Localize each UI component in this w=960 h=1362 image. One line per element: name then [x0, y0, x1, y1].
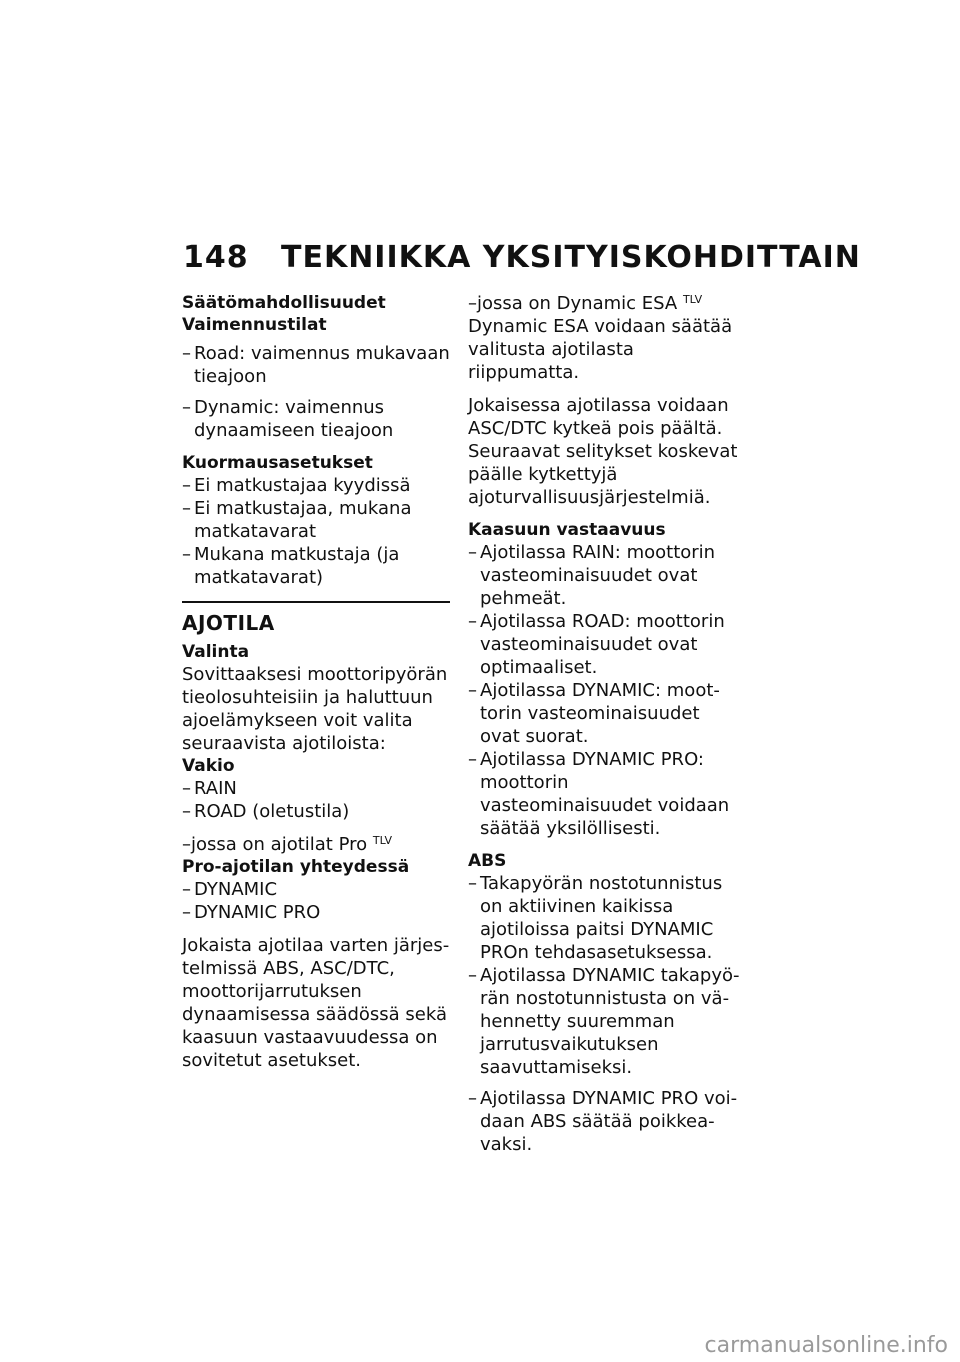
page-number: 148: [183, 240, 249, 275]
section-divider: [182, 601, 450, 603]
pro-text: Jokaista ajotilaa varten järjestelmissä ABS, ASC/DTC, moottorijarrutuksen dynaamisessa säädössä sekä kaasuun vastaavuudessa on sovitetut asetukset.: [182, 935, 450, 1071]
heading-abs: ABS: [468, 851, 507, 871]
pro-note: –jossa on ajotilat Pro $^{TLV}$: [182, 834, 393, 855]
esa-text: Dynamic ESA voidaan säätää valitusta ajotilasta riippumatta.: [468, 316, 733, 383]
heading-settings: Säätömahdollisuudet: [182, 293, 386, 313]
chapter-title: TEKNIIKKA YKSITYISKOHDITTAIN: [281, 240, 861, 275]
list-item: – Dynamic: vaimennus dynaamiseen tieajoon: [182, 397, 394, 441]
list-item: – Takapyörän nostotunnistus on aktiivinen kaikissa ajotiloissa paitsi DYNAMIC PROn tehdasasetuksessa.: [468, 873, 723, 963]
asc-text: Jokaisessa ajotilassa voidaan ASC/DTC kytkeä pois päältä. Seuraavat selitykset koskevat päälle kytkettyjä ajoturvallisuusjärjestelmiä.: [468, 395, 738, 508]
list-item: – Ei matkustajaa, mukana matkatavarat: [182, 498, 412, 542]
list-item: – Ajotilassa RAIN: moottorin vasteominaisuudet ovat pehmeät.: [468, 542, 716, 609]
pro-list: [182, 878, 450, 924]
tlv-superscript: TLV: [682, 293, 703, 306]
list-item: – Ei matkustajaa kyydissä: [182, 475, 411, 496]
standard-list: [182, 777, 450, 823]
heading-damping: Vaimennustilat: [182, 315, 327, 335]
heading-select: Valinta: [182, 642, 250, 662]
list-item: – Ajotilassa ROAD: moottorin vasteominaisuudet ovat optimaaliset.: [468, 611, 725, 678]
list-item: – DYNAMIC: [182, 879, 278, 900]
throttle-list: [468, 541, 740, 840]
list-item: – Ajotilassa DYNAMIC: moottorin vasteominaisuudet ovat suorat.: [468, 680, 720, 747]
left-column: [182, 292, 450, 1072]
esa-note: –jossa on Dynamic ESA $^{TLV}$: [468, 293, 703, 314]
heading-load: Kuormausasetukset: [182, 453, 373, 473]
watermark: carmanualsonline.info: [704, 1333, 948, 1358]
right-column: [468, 292, 740, 1156]
damping-list: [182, 342, 450, 442]
list-item: – Ajotilassa DYNAMIC PRO voidaan ABS säätää poikkeavaksi.: [468, 1088, 738, 1155]
list-item: – RAIN: [182, 778, 237, 799]
heading-pro: Pro-ajotilan yhteydessä: [182, 857, 410, 877]
tlv-superscript: TLV: [372, 834, 393, 847]
page-header: [183, 240, 861, 275]
list-item: – ROAD (oletustila): [182, 801, 350, 822]
select-text: Sovittaaksesi moottoripyörän tieolosuhteisiin ja haluttuun ajoelämykseen voit valita seuraavista ajotiloista:: [182, 664, 448, 754]
list-item: – Road: vaimennus mukavaan tieajoon: [182, 343, 450, 387]
list-item: – DYNAMIC PRO: [182, 902, 321, 923]
list-item: – Ajotilassa DYNAMIC PRO: moottorin vasteominaisuudet voidaan säätää yksilöllisesti.: [468, 749, 730, 839]
heading-throttle: Kaasuun vastaavuus: [468, 520, 666, 540]
heading-standard: Vakio: [182, 756, 235, 776]
abs-list: [468, 872, 740, 1156]
section-title: AJOTILA: [182, 611, 275, 635]
list-item: – Ajotilassa DYNAMIC takapyörän nostotunnistusta on vähennetty suuremman jarrutusvaikutuksen saavuttamiseksi.: [468, 965, 740, 1078]
load-list: [182, 474, 450, 589]
list-item: – Mukana matkustaja (ja matkatavarat): [182, 544, 400, 588]
